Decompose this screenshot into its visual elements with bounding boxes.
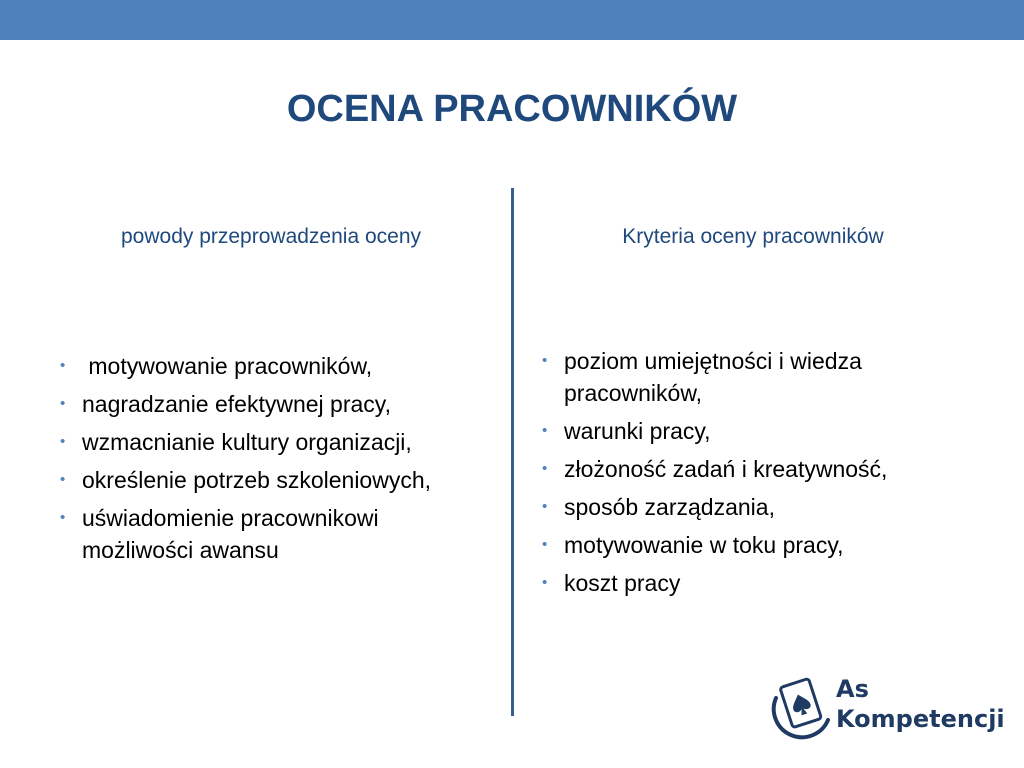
as-kompetencji-logo [768,668,1005,748]
left-bullet-list [60,350,490,572]
bullet-icon: • [542,498,548,515]
bullet-icon: • [542,422,548,439]
list-item [542,415,962,447]
bullet-icon: • [542,536,548,553]
bullet-icon: • [60,433,66,450]
list-item [60,350,490,382]
bullet-icon: • [542,574,548,591]
list-item-text: złożoność zadań i kreatywność, [564,456,888,482]
list-item-text: wzmacnianie kultury organizacji, [82,429,412,455]
list-item-text: sposób zarządzania, [564,494,775,520]
spade-card-icon [768,668,834,746]
list-item-text: koszt pracy [564,570,681,596]
bullet-icon: • [60,509,66,526]
right-bullet-list [542,345,962,605]
list-item [60,426,490,458]
slide-title: OCENA PRACOWNIKÓW [286,88,738,130]
bullet-icon: • [60,471,66,488]
logo-line-1: As [836,675,869,703]
top-accent-bar [0,0,1024,40]
list-item-text: określenie potrzeb szkoleniowych, [82,467,432,493]
list-item [542,453,962,485]
list-item [60,464,490,496]
list-item-text: motywowanie w toku pracy, [564,532,844,558]
right-column-heading: Kryteria oceny pracowników [622,225,884,248]
list-item-text: uświadomienie pracownikowi możliwości awansu [82,505,379,563]
list-item [60,502,490,566]
list-item-text: warunki pracy, [564,418,711,444]
list-item-text: nagradzanie efektywnej pracy, [82,391,391,417]
list-item-text: motywowanie pracowników, [82,353,373,379]
bullet-icon: • [60,357,66,374]
logo-wordmark [836,674,1005,734]
left-column-heading: powody przeprowadzenia oceny [120,225,422,248]
bullet-icon: • [542,460,548,477]
list-item [542,491,962,523]
list-item [60,388,490,420]
list-item-text: poziom umiejętności i wiedza pracowników, [564,348,862,406]
bullet-icon: • [60,395,66,412]
bullet-icon: • [542,352,548,369]
logo-line-2: Kompetencji [836,705,1005,733]
column-divider [511,188,514,716]
list-item [542,567,962,599]
list-item [542,345,962,409]
list-item [542,529,962,561]
